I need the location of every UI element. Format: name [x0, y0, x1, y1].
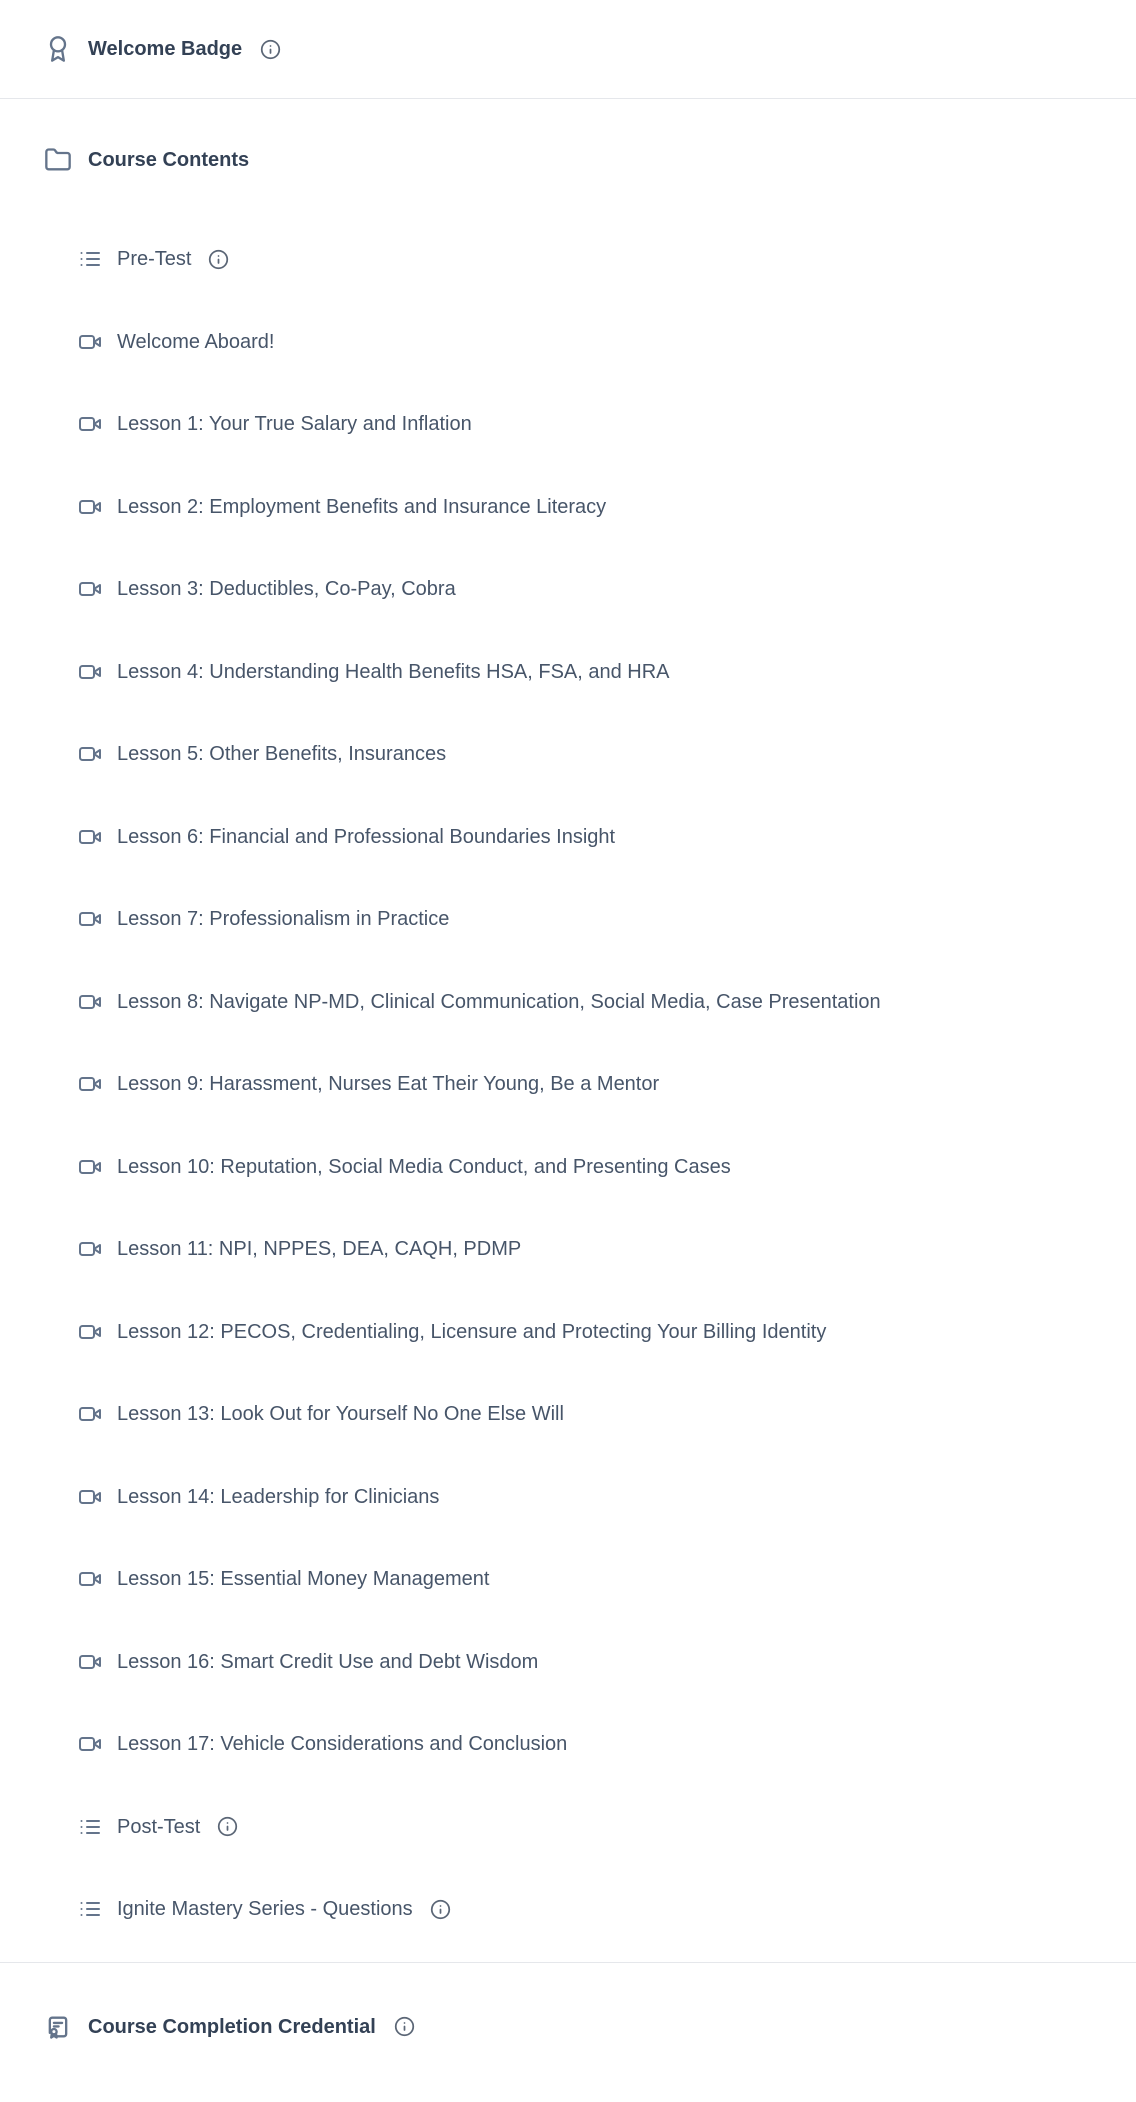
- video-icon: [78, 1155, 102, 1179]
- welcome-badge-header[interactable]: [0, 35, 1136, 63]
- list-icon: [78, 1897, 102, 1921]
- course-list: [0, 218, 1136, 1951]
- video-icon: [78, 990, 102, 1014]
- welcome-badge-section: [0, 0, 1136, 98]
- course-item-label: Post-Test: [117, 1815, 201, 1838]
- course-item[interactable]: [0, 218, 1136, 301]
- course-item-label: Lesson 13: Look Out for Yourself No One Else Will: [117, 1403, 564, 1426]
- course-item-label: Lesson 15: Essential Money Management: [117, 1568, 490, 1591]
- course-item[interactable]: [0, 1538, 1136, 1621]
- course-completion-header[interactable]: [0, 2013, 1136, 2041]
- course-item-label: Pre-Test: [117, 248, 192, 271]
- course-item-label: Ignite Mastery Series - Questions: [117, 1898, 413, 1921]
- video-icon: [78, 1320, 102, 1344]
- welcome-badge-title: Welcome Badge: [88, 38, 243, 60]
- list-icon: [78, 1815, 102, 1839]
- info-icon[interactable]: [217, 1816, 238, 1837]
- course-completion-title: Course Completion Credential: [88, 2015, 376, 2038]
- video-icon: [78, 1402, 102, 1426]
- course-item-label: Lesson 6: Financial and Professional Boundaries Insight: [117, 825, 616, 848]
- course-item-label: Lesson 10: Reputation, Social Media Conduct, and Presenting Cases: [117, 1155, 731, 1178]
- video-icon: [78, 495, 102, 519]
- course-item-label: Lesson 4: Understanding Health Benefits HSA, FSA, and HRA: [117, 660, 670, 683]
- course-item[interactable]: [0, 466, 1136, 549]
- course-item[interactable]: [0, 961, 1136, 1044]
- video-icon: [78, 742, 102, 766]
- course-item[interactable]: [0, 301, 1136, 384]
- course-contents-title: Course Contents: [88, 149, 250, 171]
- video-icon: [78, 907, 102, 931]
- video-icon: [78, 412, 102, 436]
- info-icon[interactable]: [208, 249, 229, 270]
- course-contents-section: [0, 99, 1136, 1962]
- course-item[interactable]: [0, 1043, 1136, 1126]
- course-item[interactable]: [0, 1621, 1136, 1704]
- course-item[interactable]: [0, 1126, 1136, 1209]
- course-item-label: Lesson 1: Your True Salary and Inflation: [117, 413, 472, 436]
- video-icon: [78, 660, 102, 684]
- course-item-label: Lesson 14: Leadership for Clinicians: [117, 1485, 440, 1508]
- course-item[interactable]: [0, 713, 1136, 796]
- course-item[interactable]: [0, 1208, 1136, 1291]
- course-item[interactable]: [0, 1703, 1136, 1786]
- course-item-label: Lesson 9: Harassment, Nurses Eat Their Young, Be a Mentor: [117, 1073, 660, 1096]
- video-icon: [78, 825, 102, 849]
- course-item[interactable]: [0, 878, 1136, 961]
- video-icon: [78, 1567, 102, 1591]
- course-item-label: Lesson 17: Vehicle Considerations and Conclusion: [117, 1733, 568, 1756]
- course-item-label: Lesson 5: Other Benefits, Insurances: [117, 743, 447, 766]
- course-item-label: Lesson 2: Employment Benefits and Insurance Literacy: [117, 495, 607, 518]
- video-icon: [78, 1732, 102, 1756]
- course-item-label: Lesson 11: NPI, NPPES, DEA, CAQH, PDMP: [117, 1238, 522, 1261]
- course-item-label: Lesson 16: Smart Credit Use and Debt Wisdom: [117, 1650, 539, 1673]
- course-item[interactable]: [0, 1373, 1136, 1456]
- course-item[interactable]: [0, 631, 1136, 714]
- folder-icon: [44, 146, 72, 174]
- course-item[interactable]: [0, 383, 1136, 466]
- course-item-label: Lesson 12: PECOS, Credentialing, Licensure and Protecting Your Billing Identity: [117, 1320, 827, 1343]
- video-icon: [78, 1072, 102, 1096]
- info-icon[interactable]: [394, 2016, 415, 2037]
- course-item[interactable]: [0, 1868, 1136, 1951]
- course-item[interactable]: [0, 796, 1136, 879]
- course-item[interactable]: [0, 1456, 1136, 1539]
- course-item-label: Welcome Aboard!: [117, 330, 275, 353]
- list-icon: [78, 247, 102, 271]
- course-item-label: Lesson 3: Deductibles, Co-Pay, Cobra: [117, 578, 456, 601]
- award-icon: [44, 35, 72, 63]
- video-icon: [78, 1485, 102, 1509]
- course-item[interactable]: [0, 1786, 1136, 1869]
- course-completion-section: [0, 1963, 1136, 2074]
- course-item-label: Lesson 7: Professionalism in Practice: [117, 908, 450, 931]
- video-icon: [78, 1237, 102, 1261]
- course-item[interactable]: [0, 1291, 1136, 1374]
- course-item-label: Lesson 8: Navigate NP-MD, Clinical Communication, Social Media, Case Presentation: [117, 990, 881, 1013]
- course-item[interactable]: [0, 548, 1136, 631]
- info-icon[interactable]: [430, 1899, 451, 1920]
- video-icon: [78, 1650, 102, 1674]
- video-icon: [78, 577, 102, 601]
- certificate-icon: [44, 2013, 72, 2041]
- course-contents-header[interactable]: [0, 146, 1136, 174]
- video-icon: [78, 330, 102, 354]
- info-icon[interactable]: [260, 39, 281, 60]
